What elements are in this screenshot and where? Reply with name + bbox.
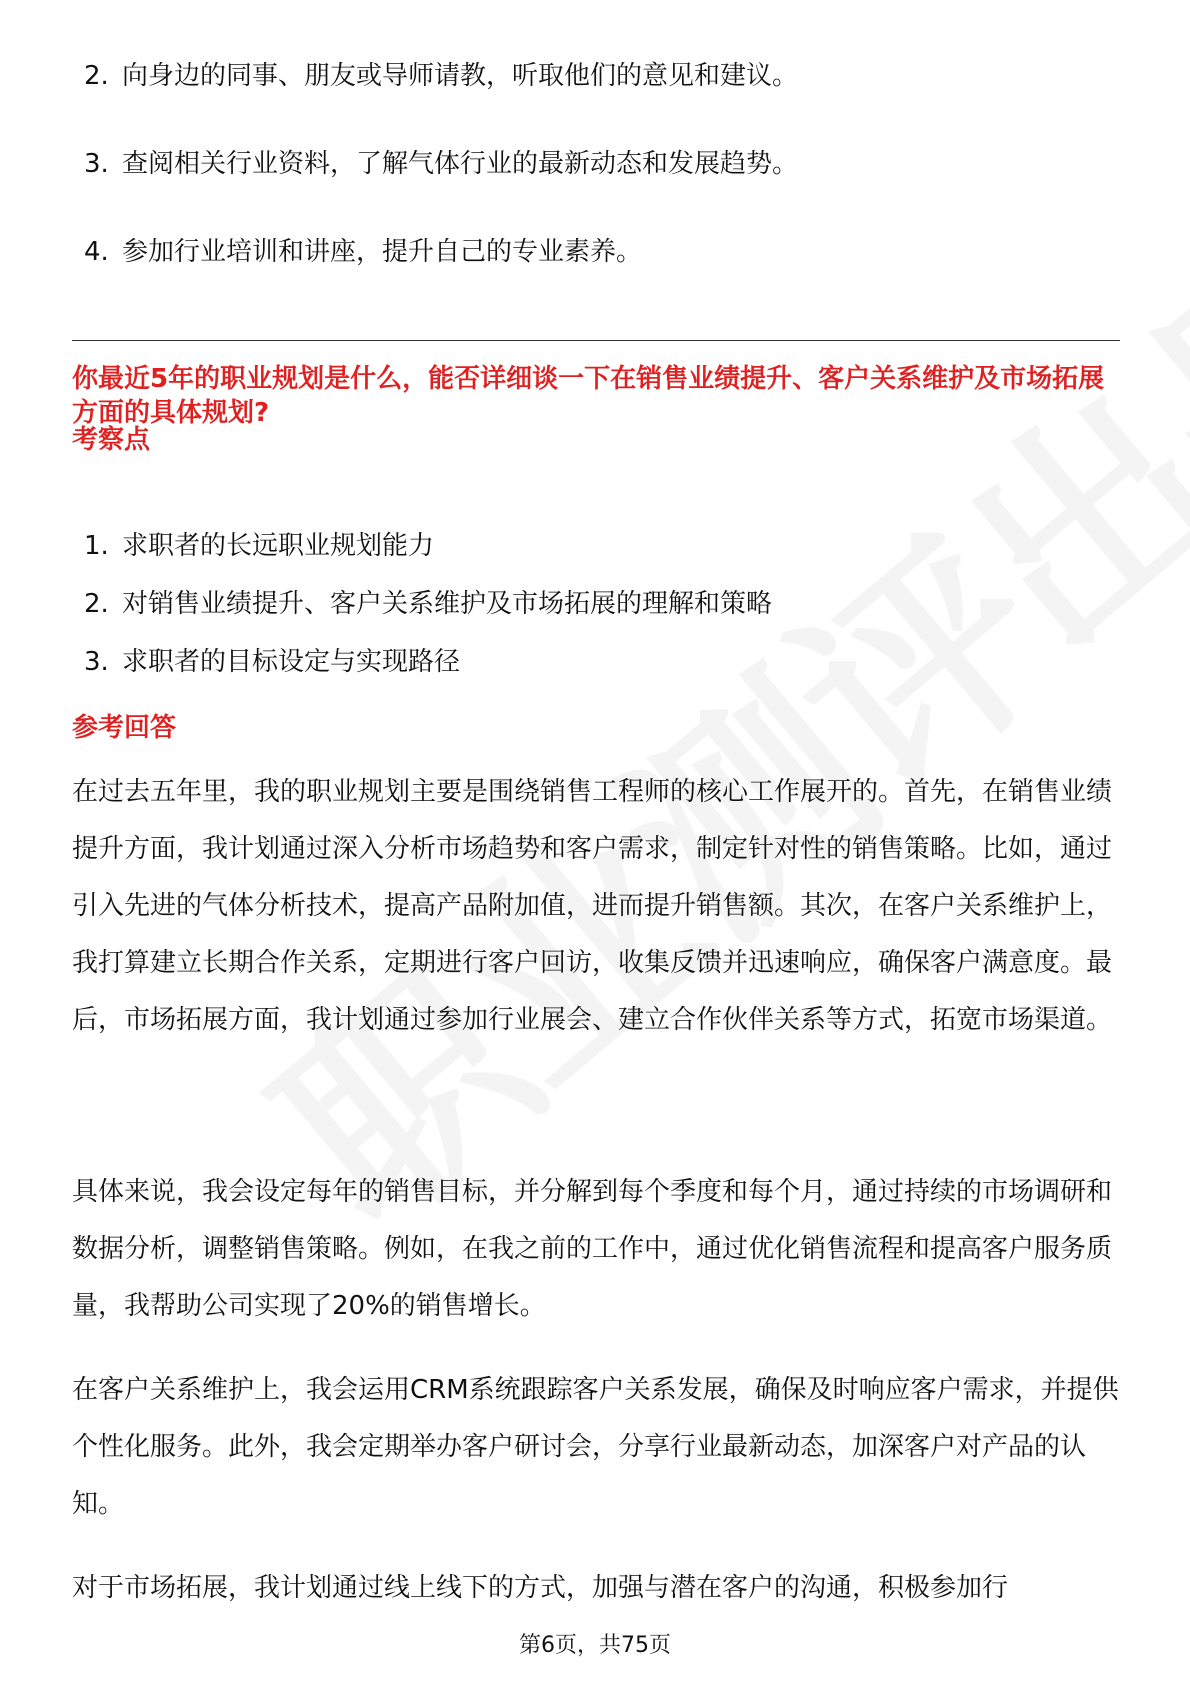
page-number-footer: 第6页，共75页 bbox=[519, 1633, 671, 1658]
list-item-text: 求职者的目标设定与实现路径 bbox=[122, 647, 461, 677]
list-item-text: 求职者的长远职业规划能力 bbox=[122, 531, 435, 561]
list-item bbox=[72, 646, 1120, 678]
list-item bbox=[72, 236, 1120, 268]
answer-paragraph: 具体来说，我会设定每年的销售目标，并分解到每个季度和每个月，通过持续的市场调研和数据分析，调整销售策略。例如，在我之前的工作中，通过优化销售流程和提高客户服务质量，我帮助公司实现了20%的销售增长。 bbox=[72, 1177, 1113, 1321]
list-item-number: 3. bbox=[84, 149, 109, 179]
answer-paragraph: 在过去五年里，我的职业规划主要是围绕销售工程师的核心工作展开的。首先，在销售业绩提升方面，我计划通过深入分析市场趋势和客户需求，制定针对性的销售策略。比如，通过引入先进的气体分析技术，提高产品附加值，进而提升销售额。其次，在客户关系维护上，我打算建立长期合作关系，定期进行客户回访，收集反馈并迅速响应，确保客户满意度。最后，市场拓展方面，我计划通过参加行业展会、建立合作伙伴关系等方式，拓宽市场渠道。 bbox=[72, 777, 1113, 1035]
list-item-number: 2. bbox=[84, 61, 109, 91]
focus-points-list bbox=[72, 530, 1120, 704]
list-item-text: 向身边的同事、朋友或导师请教，听取他们的意见和建议。 bbox=[122, 61, 799, 91]
list-item-number: 4. bbox=[84, 237, 109, 267]
list-item bbox=[72, 530, 1120, 562]
list-item-number: 1. bbox=[84, 531, 109, 561]
list-item bbox=[72, 588, 1120, 620]
interview-question: 你最近5年的职业规划是什么，能否详细谈一下在销售业绩提升、客户关系维护及市场拓展方面的具体规划? bbox=[72, 364, 1105, 428]
watermark bbox=[201, 167, 1190, 1284]
list-item bbox=[72, 60, 1120, 92]
list-item-text: 查阅相关行业资料，了解气体行业的最新动态和发展趋势。 bbox=[122, 149, 799, 179]
answer-paragraph: 对于市场拓展，我计划通过线上线下的方式，加强与潜在客户的沟通，积极参加行 bbox=[72, 1573, 1009, 1603]
previous-answer-list bbox=[72, 60, 1120, 324]
answer-paragraph: 在客户关系维护上，我会运用CRM系统跟踪客户关系发展，确保及时响应客户需求，并提供个性化服务。此外，我会定期举办客户研讨会，分享行业最新动态，加深客户对产品的认知。 bbox=[72, 1375, 1119, 1519]
list-item-number: 3. bbox=[84, 647, 109, 677]
list-item-text: 对销售业绩提升、客户关系维护及市场拓展的理解和策略 bbox=[122, 589, 773, 619]
list-item bbox=[72, 148, 1120, 180]
section-divider bbox=[72, 340, 1120, 341]
answer-section-title: 参考回答 bbox=[72, 713, 177, 743]
list-item-number: 2. bbox=[84, 589, 109, 619]
focus-section-title: 考察点 bbox=[72, 425, 151, 455]
list-item-text: 参加行业培训和讲座，提升自己的专业素养。 bbox=[122, 237, 643, 267]
